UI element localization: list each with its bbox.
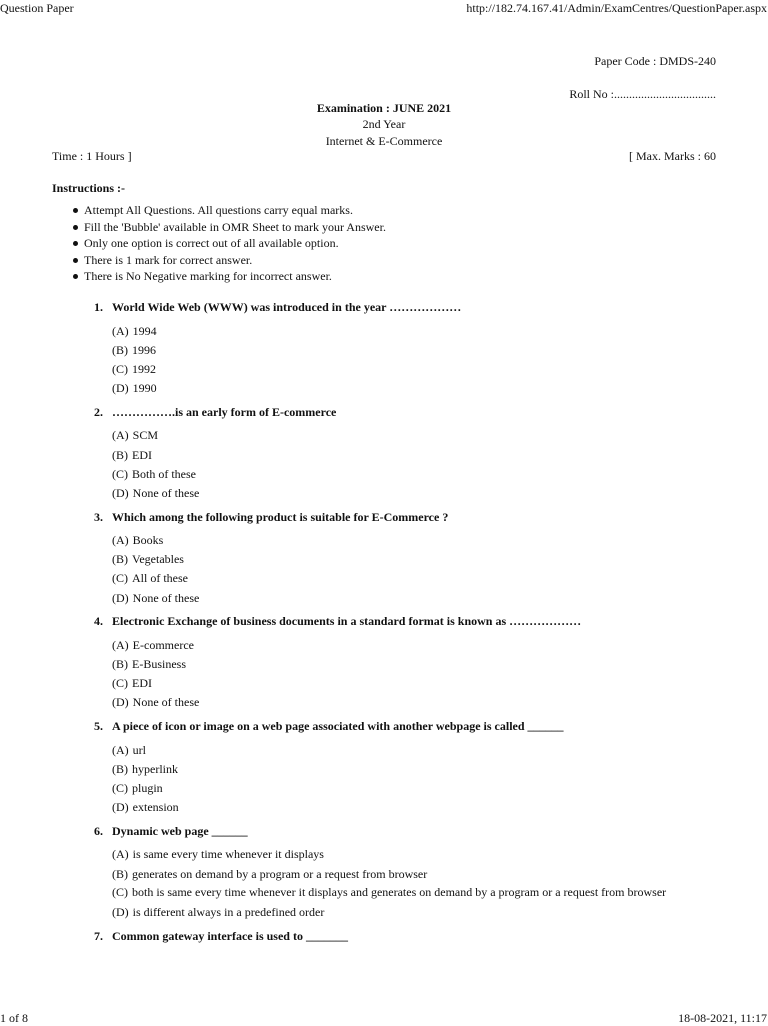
instruction-item: Fill the 'Bubble' available in OMR Sheet to mark your Answer. — [72, 219, 386, 236]
option — [112, 883, 734, 902]
option-label: (D) — [112, 590, 129, 605]
option-list — [112, 426, 734, 503]
question-5 — [94, 717, 734, 817]
roll-no: Roll No :.................................. — [569, 87, 716, 101]
question-text — [94, 927, 734, 945]
question-text — [94, 612, 734, 630]
option — [112, 359, 734, 378]
option-label: (D) — [112, 800, 129, 815]
paper-code: Paper Code : DMDS-240 — [594, 54, 716, 68]
print-datetime: 18-08-2021, 11:17 — [678, 1011, 767, 1025]
option-text: 1990 — [132, 381, 157, 396]
option — [112, 845, 734, 864]
question-3 — [94, 508, 734, 608]
option-list — [112, 845, 734, 922]
option-label: (C) — [112, 780, 128, 795]
option-label: (C) — [112, 361, 128, 376]
option-text: extension — [132, 800, 179, 815]
exam-year: 2nd Year — [362, 117, 406, 131]
instructions-list — [72, 202, 386, 285]
option-label: (B) — [112, 761, 128, 776]
instruction-item: There is 1 mark for correct answer. — [72, 252, 386, 269]
option-text: hyperlink — [132, 761, 178, 776]
question-number: 5. — [94, 719, 103, 733]
question-body: Electronic Exchange of business documents in a standard format is known as ……………… — [112, 614, 582, 629]
question-4 — [94, 612, 734, 712]
option-text: is same every time whenever it displays — [132, 847, 324, 862]
option — [112, 464, 734, 483]
option — [112, 654, 734, 673]
exam-time: Time : 1 Hours ] — [52, 149, 132, 163]
option — [112, 778, 734, 797]
option-label: (C) — [112, 885, 128, 900]
instruction-item: There is No Negative marking for incorrect answer. — [72, 268, 386, 285]
option-text: url — [132, 742, 147, 757]
option-text: 1996 — [132, 342, 156, 357]
option-text: SCM — [132, 428, 159, 443]
option-text: both is same every time whenever it displays and generates on demand by a program or a request from browser — [132, 885, 667, 900]
option — [112, 483, 734, 502]
option-text: E-Business — [132, 657, 186, 672]
option-label: (B) — [112, 552, 128, 567]
option-label: (B) — [112, 447, 128, 462]
option-text: All of these — [132, 571, 188, 586]
option-text: EDI — [132, 447, 152, 462]
option — [112, 569, 734, 588]
option-text: 1992 — [132, 361, 156, 376]
instructions-heading: Instructions :- — [52, 181, 126, 195]
option — [112, 798, 734, 817]
option-label: (A) — [112, 847, 129, 862]
option-list — [112, 531, 734, 608]
option-text: None of these — [132, 485, 200, 500]
question-list — [94, 298, 734, 950]
option-text: plugin — [132, 780, 163, 795]
question-number: 4. — [94, 614, 103, 629]
option — [112, 340, 734, 359]
option — [112, 759, 734, 778]
question-number: 7. — [94, 928, 103, 943]
option-label: (C) — [112, 571, 128, 586]
option-label: (C) — [112, 466, 128, 481]
print-header-title: Question Paper — [0, 1, 74, 15]
question-text — [94, 508, 734, 526]
option-label: (A) — [112, 323, 129, 338]
question-2 — [94, 403, 734, 503]
option-text: EDI — [132, 676, 152, 691]
option-text: 1994 — [132, 323, 157, 338]
option-label: (D) — [112, 381, 129, 396]
option — [112, 902, 734, 921]
question-body: Dynamic web page ______ — [112, 823, 248, 838]
option — [112, 550, 734, 569]
question-1 — [94, 298, 734, 398]
option-text: None of these — [132, 695, 200, 710]
option — [112, 588, 734, 607]
option-label: (D) — [112, 904, 129, 919]
option — [112, 740, 734, 759]
option-text: Vegetables — [132, 552, 184, 567]
max-marks: [ Max. Marks : 60 — [629, 149, 716, 163]
option — [112, 426, 734, 445]
option-text: Books — [132, 533, 164, 548]
question-number: 3. — [94, 509, 103, 524]
question-number: 1. — [94, 300, 103, 314]
option-list — [112, 635, 734, 712]
option — [112, 379, 734, 398]
option-text: Both of these — [132, 466, 196, 481]
option — [112, 531, 734, 550]
question-text — [94, 298, 734, 316]
option-label: (C) — [112, 676, 128, 691]
question-text — [94, 403, 734, 421]
question-7 — [94, 927, 734, 945]
question-text — [94, 717, 734, 735]
instruction-item: Attempt All Questions. All questions carry equal marks. — [72, 202, 386, 219]
option-label: (B) — [112, 866, 128, 881]
option-label: (D) — [112, 485, 129, 500]
option — [112, 674, 734, 693]
question-number: 6. — [94, 823, 103, 838]
question-6 — [94, 822, 734, 922]
question-body: A piece of icon or image on a web page associated with another webpage is called ______ — [112, 719, 564, 733]
question-body: …………….is an early form of E-commerce — [112, 404, 337, 419]
option-label: (B) — [112, 342, 128, 357]
option-text: generates on demand by a program or a request from browser — [132, 866, 428, 881]
option-text: None of these — [132, 590, 200, 605]
option — [112, 445, 734, 464]
option-list — [112, 740, 734, 817]
option-label: (A) — [112, 742, 129, 757]
page-number: 1 of 8 — [0, 1011, 28, 1025]
exam-subject: Internet & E-Commerce — [325, 134, 443, 148]
option — [112, 693, 734, 712]
question-body: World Wide Web (WWW) was introduced in the year ……………… — [112, 300, 462, 314]
option-text: is different always in a predefined order — [132, 904, 325, 919]
option-label: (D) — [112, 695, 129, 710]
option-label: (A) — [112, 428, 129, 443]
option-text: E-commerce — [132, 637, 194, 652]
option — [112, 321, 734, 340]
instruction-item: Only one option is correct out of all available option. — [72, 235, 386, 252]
print-header-url: http://182.74.167.41/Admin/ExamCentres/QuestionPaper.aspx — [466, 1, 767, 15]
option-label: (B) — [112, 657, 128, 672]
question-text — [94, 822, 734, 840]
question-number: 2. — [94, 404, 103, 419]
option — [112, 635, 734, 654]
exam-title: Examination : JUNE 2021 — [316, 101, 452, 115]
question-body: Which among the following product is suitable for E-Commerce ? — [112, 509, 449, 524]
option-label: (A) — [112, 637, 129, 652]
option — [112, 864, 734, 883]
question-body: Common gateway interface is used to _______ — [112, 928, 348, 943]
option-list — [112, 321, 734, 398]
option-label: (A) — [112, 533, 129, 548]
